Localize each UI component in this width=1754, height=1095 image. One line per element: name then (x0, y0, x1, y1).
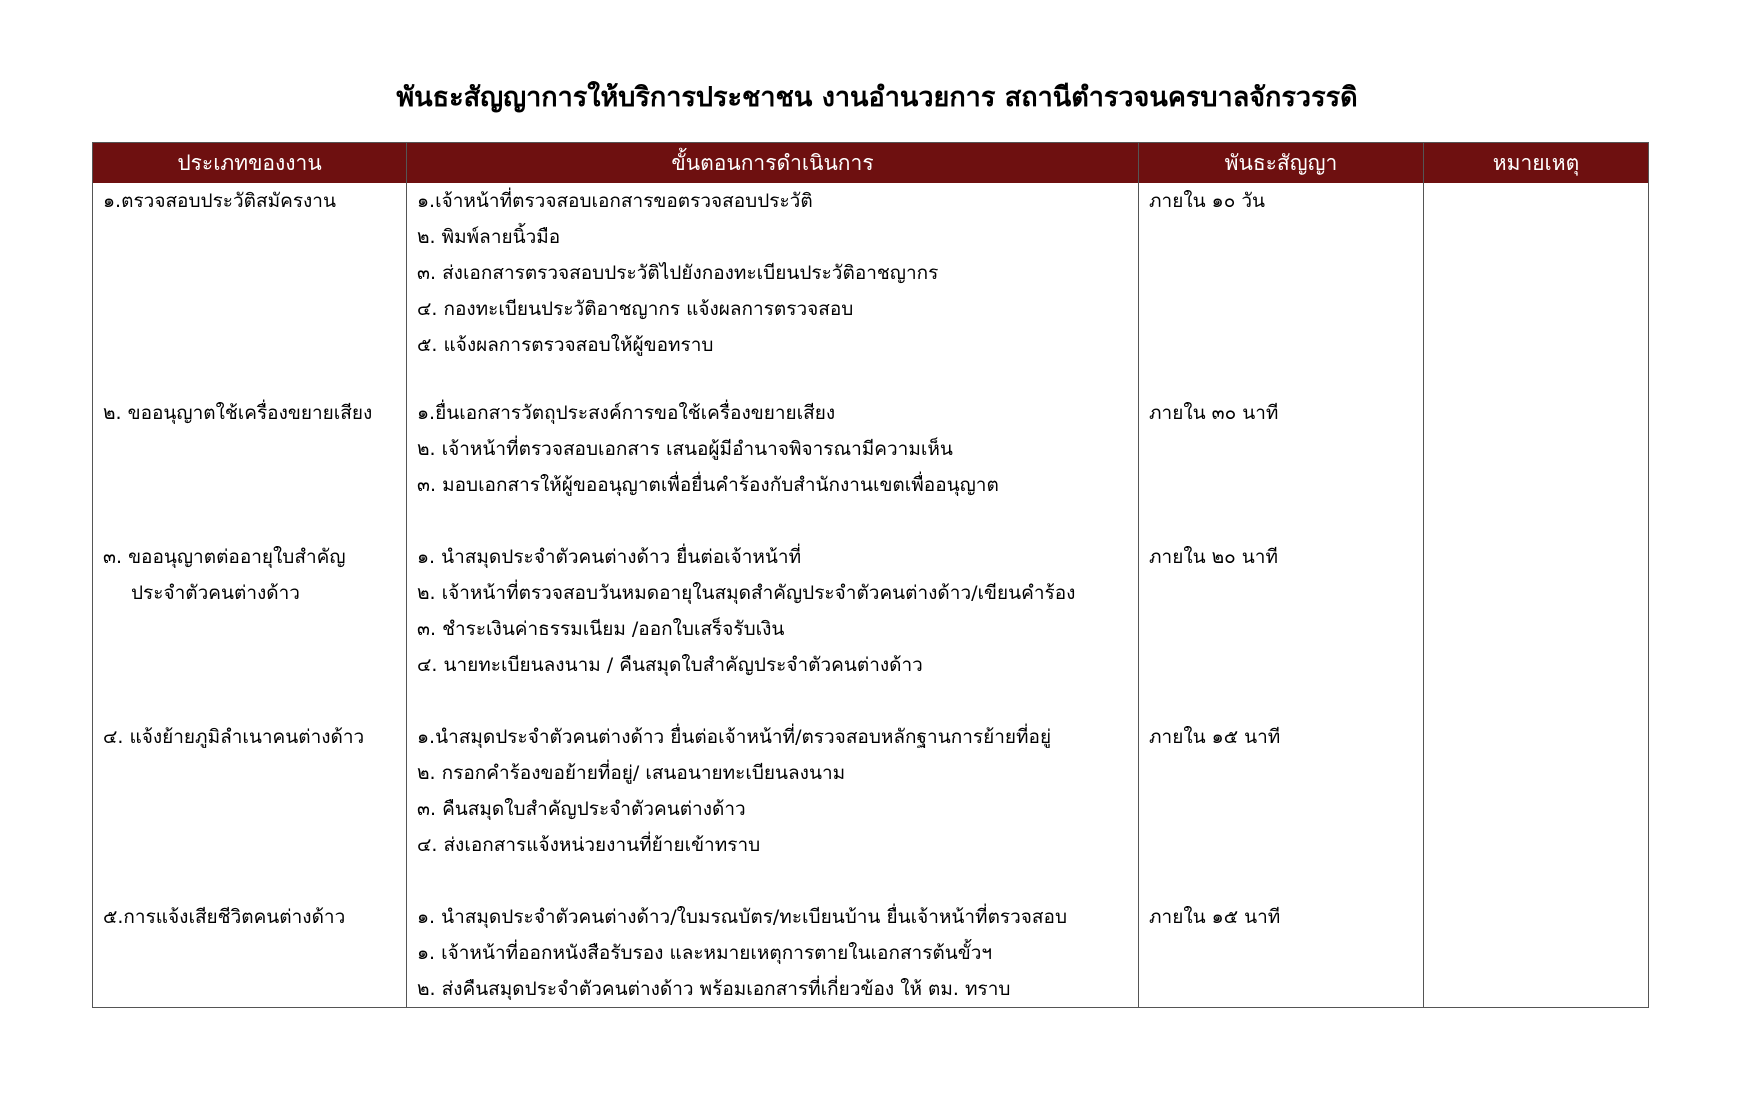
service-type-cell (93, 899, 407, 1008)
service-type: ๔. แจ้งย้ายภูมิลำเนาคนต่างด้าว (103, 726, 365, 748)
contract-cell (1139, 539, 1424, 719)
contract-cell (1139, 183, 1424, 395)
steps-cell (407, 719, 1139, 899)
header-steps: ขั้นตอนการดำเนินการ (407, 143, 1139, 184)
step-line: ๕. แจ้งผลการตรวจสอบให้ผู้ขอทราบ (417, 334, 714, 356)
service-table (92, 142, 1649, 1008)
header-type: ประเภทของงาน (93, 143, 407, 184)
step-line: ๒. เจ้าหน้าที่ตรวจสอบเอกสาร เสนอผู้มีอำนาจพิจารณามีความเห็น (417, 438, 953, 460)
service-type-cell (93, 395, 407, 539)
step-line: ๑. เจ้าหน้าที่ออกหนังสือรับรอง และหมายเหตุการตายในเอกสารต้นขั้วฯ (417, 942, 993, 964)
table-header-row (93, 143, 1649, 184)
service-type: ๒. ขออนุญาตใช้เครื่องขยายเสียง (103, 402, 373, 424)
step-line: ๓. ส่งเอกสารตรวจสอบประวัติไปยังกองทะเบียนประวัติอาชญากร (417, 262, 939, 284)
contract-time: ภายใน ๑๕ นาที (1149, 906, 1281, 928)
table-row (93, 183, 1649, 395)
contract-time: ภายใน ๒๐ นาที (1149, 546, 1278, 568)
contract-cell (1139, 395, 1424, 539)
service-type-cell (93, 183, 407, 395)
step-line: ๔. นายทะเบียนลงนาม / คืนสมุดใบสำคัญประจำตัวคนต่างด้าว (417, 654, 923, 676)
remark-cell (1424, 899, 1649, 1008)
service-type-continued: ประจำตัวคนต่างด้าว (131, 582, 300, 604)
service-type-cell (93, 539, 407, 719)
step-line: ๓. คืนสมุดใบสำคัญประจำตัวคนต่างด้าว (417, 798, 746, 820)
steps-cell (407, 539, 1139, 719)
steps-cell (407, 183, 1139, 395)
service-type: ๓. ขออนุญาตต่ออายุใบสำคัญ (103, 546, 346, 568)
header-contract: พันธะสัญญา (1139, 143, 1424, 184)
table-row (93, 899, 1649, 1008)
contract-cell (1139, 899, 1424, 1008)
step-line: ๑. นำสมุดประจำตัวคนต่างด้าว/ใบมรณบัตร/ทะเบียนบ้าน ยื่นเจ้าหน้าที่ตรวจสอบ (417, 906, 1067, 928)
service-type: ๕.การแจ้งเสียชีวิตคนต่างด้าว (103, 906, 346, 928)
table-row (93, 539, 1649, 719)
service-type-cell (93, 719, 407, 899)
service-type: ๑.ตรวจสอบประวัติสมัครงาน (103, 190, 336, 212)
table-row (93, 395, 1649, 539)
step-line: ๑.นำสมุดประจำตัวคนต่างด้าว ยื่นต่อเจ้าหน้าที่/ตรวจสอบหลักฐานการย้ายที่อยู่ (417, 726, 1052, 748)
contract-cell (1139, 719, 1424, 899)
remark-cell (1424, 183, 1649, 395)
step-line: ๒. กรอกคำร้องขอย้ายที่อยู่/ เสนอนายทะเบียนลงนาม (417, 762, 846, 784)
step-line: ๔. ส่งเอกสารแจ้งหน่วยงานที่ย้ายเข้าทราบ (417, 834, 761, 856)
step-line: ๒. เจ้าหน้าที่ตรวจสอบวันหมดอายุในสมุดสำคัญประจำตัวคนต่างด้าว/เขียนคำร้อง (417, 582, 1076, 604)
steps-cell (407, 899, 1139, 1008)
page-title: พันธะสัญญาการให้บริการประชาชน งานอำนวยการ สถานีตำรวจนครบาลจักรวรรดิ (396, 82, 1358, 113)
step-line: ๓. มอบเอกสารให้ผู้ขออนุญาตเพื่อยื่นคำร้องกับสำนักงานเขตเพื่ออนุญาต (417, 474, 999, 496)
header-remark: หมายเหตุ (1424, 143, 1649, 184)
remark-cell (1424, 539, 1649, 719)
step-line: ๑.ยื่นเอกสารวัตถุประสงค์การขอใช้เครื่องขยายเสียง (417, 402, 836, 424)
step-line: ๓. ชำระเงินค่าธรรมเนียม /ออกใบเสร็จรับเงิน (417, 618, 785, 640)
step-line: ๑.เจ้าหน้าที่ตรวจสอบเอกสารขอตรวจสอบประวัติ (417, 190, 813, 212)
table-row (93, 719, 1649, 899)
contract-time: ภายใน ๑๕ นาที (1149, 726, 1281, 748)
step-line: ๒. พิมพ์ลายนิ้วมือ (417, 226, 561, 248)
step-line: ๔. กองทะเบียนประวัติอาชญากร แจ้งผลการตรวจสอบ (417, 298, 854, 320)
remark-cell (1424, 395, 1649, 539)
steps-cell (407, 395, 1139, 539)
contract-time: ภายใน ๑๐ วัน (1149, 190, 1265, 212)
step-line: ๑. นำสมุดประจำตัวคนต่างด้าว ยื่นต่อเจ้าหน้าที่ (417, 546, 802, 568)
step-line: ๒. ส่งคืนสมุดประจำตัวคนต่างด้าว พร้อมเอกสารที่เกี่ยวข้อง ให้ ตม. ทราบ (417, 978, 1011, 1000)
remark-cell (1424, 719, 1649, 899)
contract-time: ภายใน ๓๐ นาที (1149, 402, 1279, 424)
